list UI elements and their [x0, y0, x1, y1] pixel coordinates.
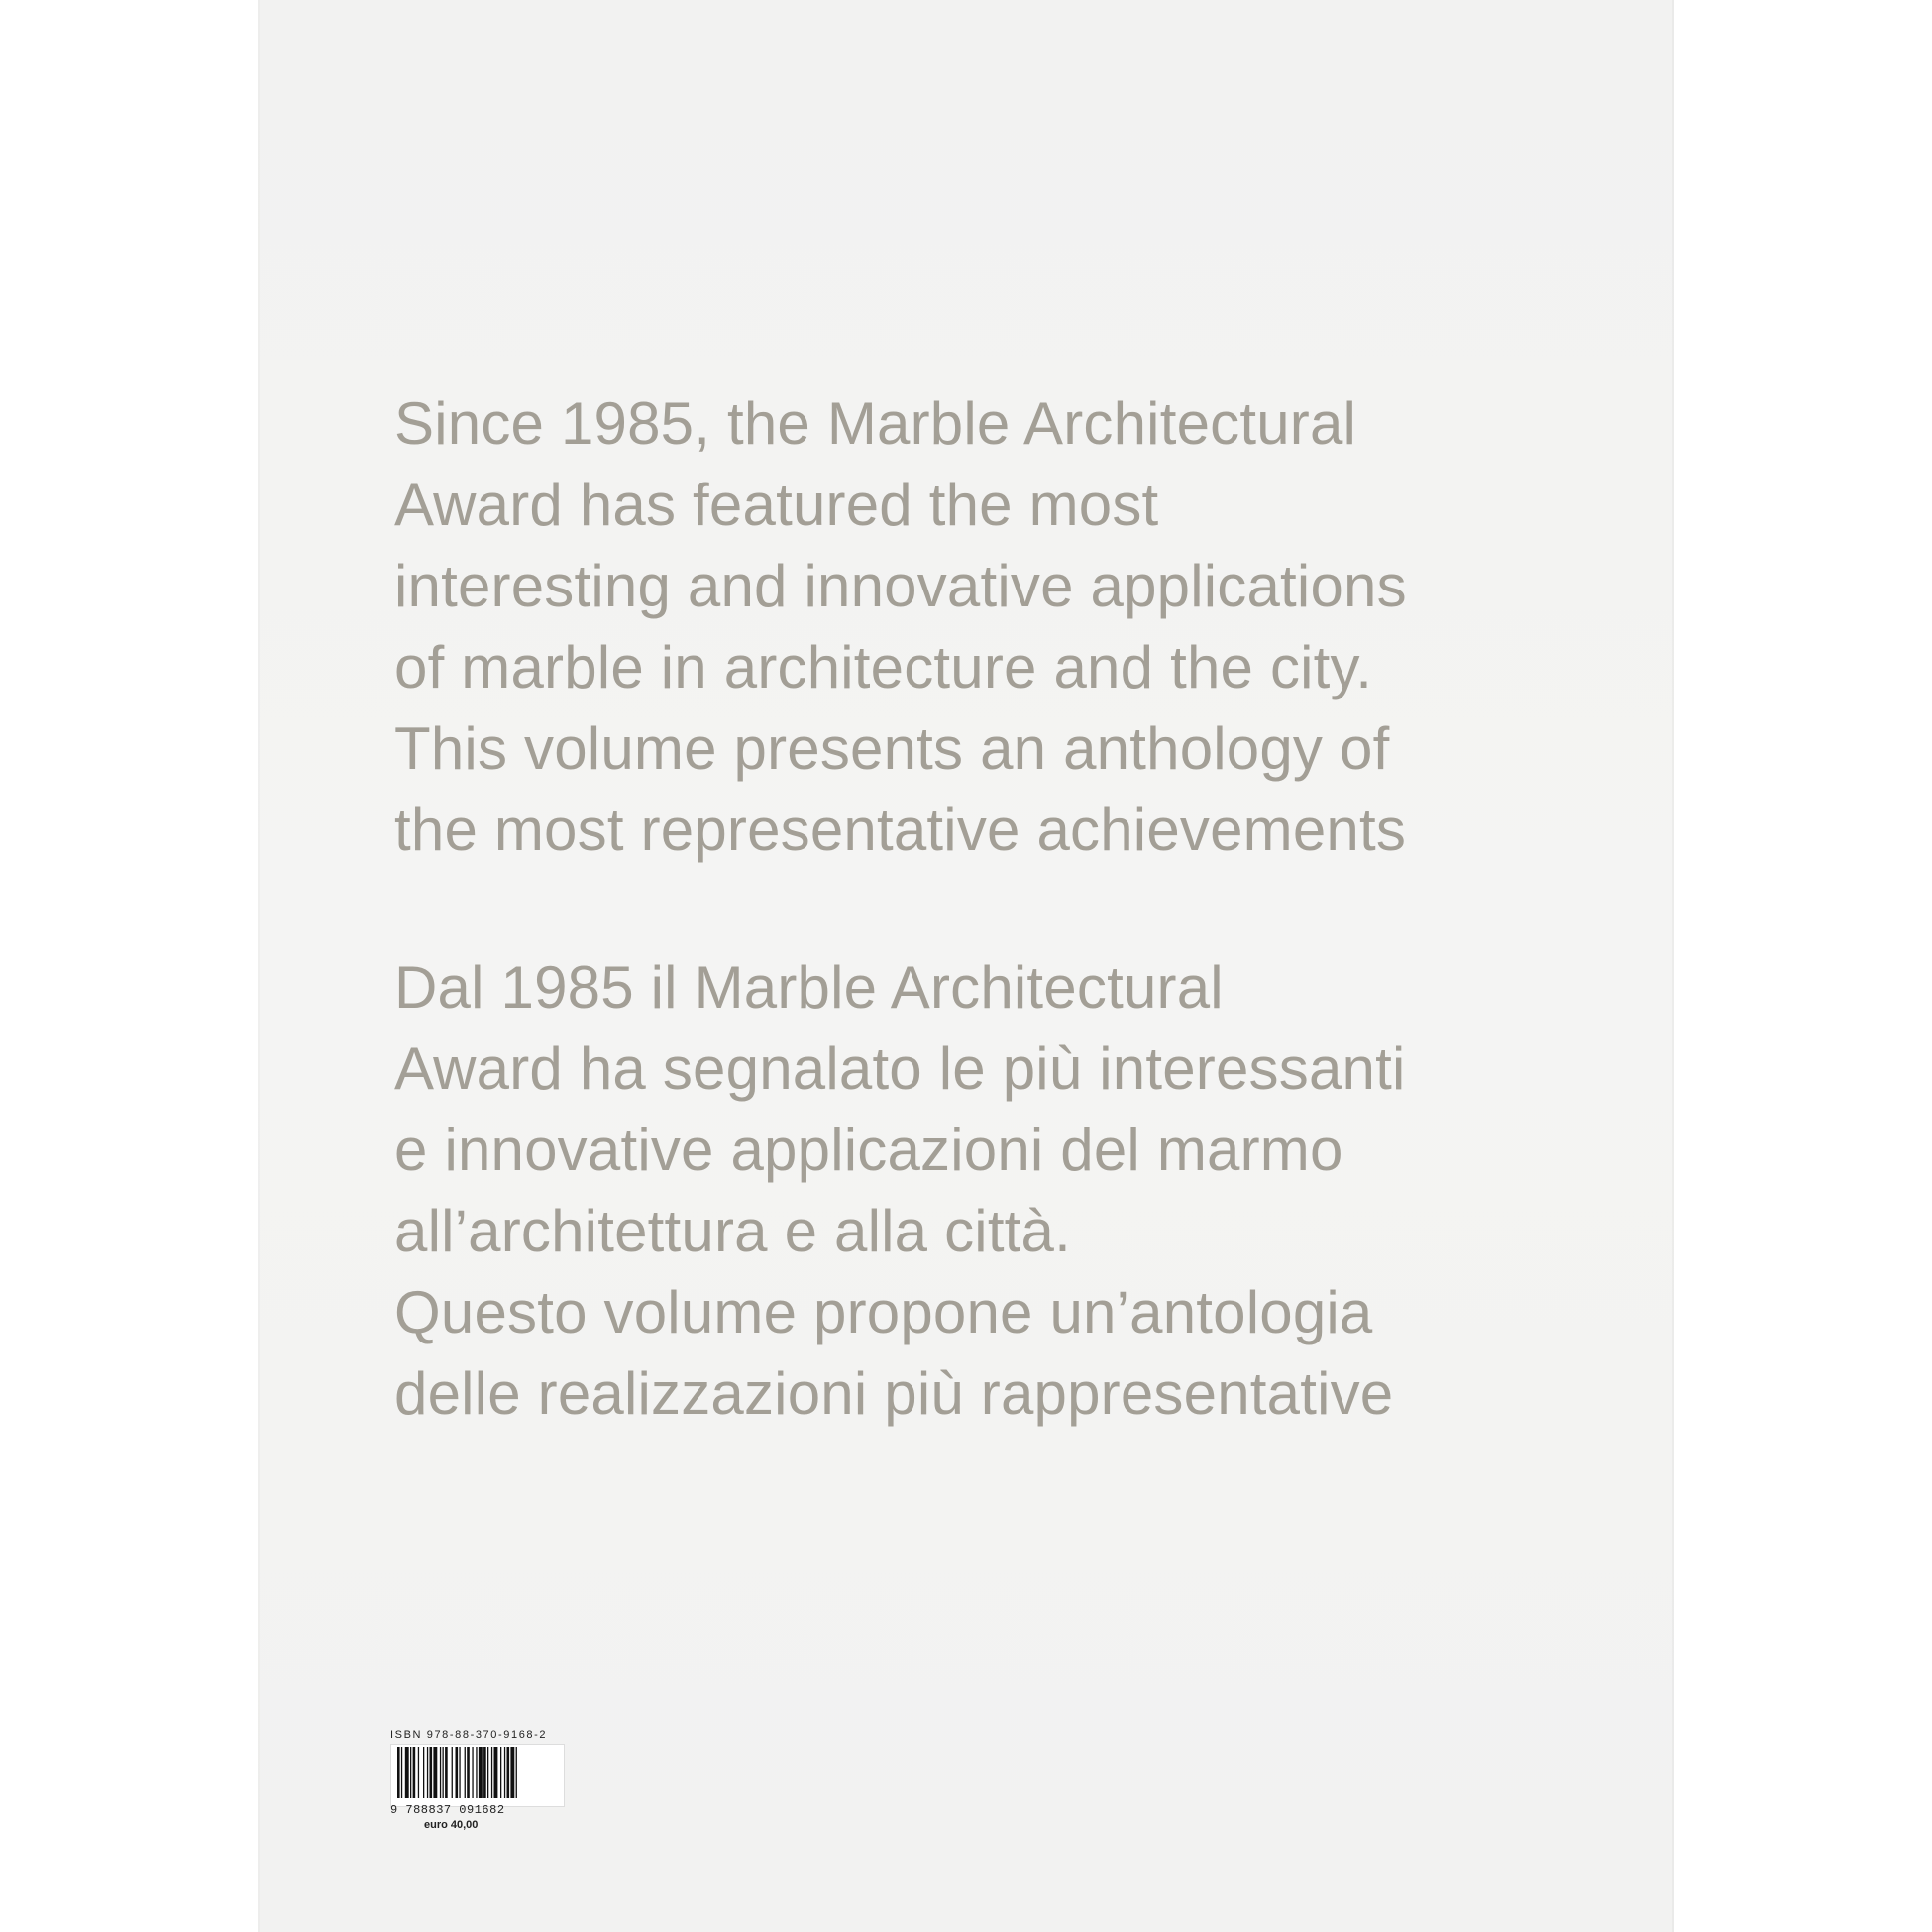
english-blurb — [394, 383, 1633, 871]
barcode — [390, 1744, 565, 1807]
barcode-bar — [440, 1747, 441, 1798]
barcode-bar — [465, 1747, 466, 1798]
barcode-bars — [391, 1745, 564, 1802]
barcode-block — [390, 1728, 565, 1831]
barcode-bar — [423, 1747, 424, 1798]
barcode-bar — [459, 1747, 460, 1798]
barcode-bar — [401, 1747, 402, 1798]
barcode-bar — [504, 1747, 505, 1798]
english-blurb-line: This volume presents an anthology of — [394, 715, 1390, 782]
italian-blurb-line: Questo volume propone un’antologia — [394, 1279, 1373, 1345]
barcode-bar — [472, 1747, 473, 1798]
barcode-bar — [413, 1747, 416, 1798]
barcode-bar — [452, 1747, 453, 1798]
barcode-bar — [507, 1747, 510, 1798]
italian-blurb-line: all’architettura e alla città. — [394, 1198, 1071, 1264]
barcode-bar — [418, 1747, 419, 1798]
barcode-bar — [410, 1747, 411, 1798]
italian-blurb-line: e innovative applicazioni del marmo — [394, 1117, 1343, 1183]
barcode-bar — [479, 1747, 483, 1798]
english-blurb-line: Award has featured the most — [394, 472, 1159, 538]
english-blurb-line: the most representative achievements — [394, 797, 1407, 863]
barcode-bar — [445, 1747, 448, 1798]
italian-blurb-line: delle realizzazioni più rappresentative — [394, 1360, 1394, 1427]
barcode-bar — [433, 1747, 437, 1798]
barcode-bar — [443, 1747, 444, 1798]
english-blurb-line: Since 1985, the Marble Architectural — [394, 390, 1357, 457]
barcode-bar — [516, 1747, 517, 1798]
barcode-bar — [397, 1747, 400, 1798]
italian-blurb — [394, 947, 1633, 1435]
barcode-bar — [405, 1747, 409, 1798]
barcode-bar — [456, 1747, 459, 1798]
italian-blurb-line: Dal 1985 il Marble Architectural — [394, 954, 1224, 1020]
barcode-bar — [500, 1747, 501, 1798]
barcode-bar — [467, 1747, 470, 1798]
barcode-bar — [427, 1747, 428, 1798]
barcode-bar — [510, 1747, 514, 1798]
barcode-digits: 9 788837 091682 — [390, 1803, 505, 1817]
barcode-bar — [430, 1747, 433, 1798]
isbn-label: ISBN 978-88-370-9168-2 — [390, 1729, 548, 1741]
barcode-bar — [494, 1747, 498, 1798]
price-label: euro 40,00 — [424, 1819, 479, 1831]
barcode-bar — [483, 1747, 486, 1798]
barcode-bar — [476, 1747, 477, 1798]
barcode-bar — [487, 1747, 488, 1798]
italian-blurb-line: Award ha segnalato le più interessanti — [394, 1035, 1406, 1102]
english-blurb-line: interesting and innovative applications — [394, 553, 1407, 619]
english-blurb-line: of marble in architecture and the city. — [394, 634, 1373, 700]
barcode-bar — [491, 1747, 492, 1798]
